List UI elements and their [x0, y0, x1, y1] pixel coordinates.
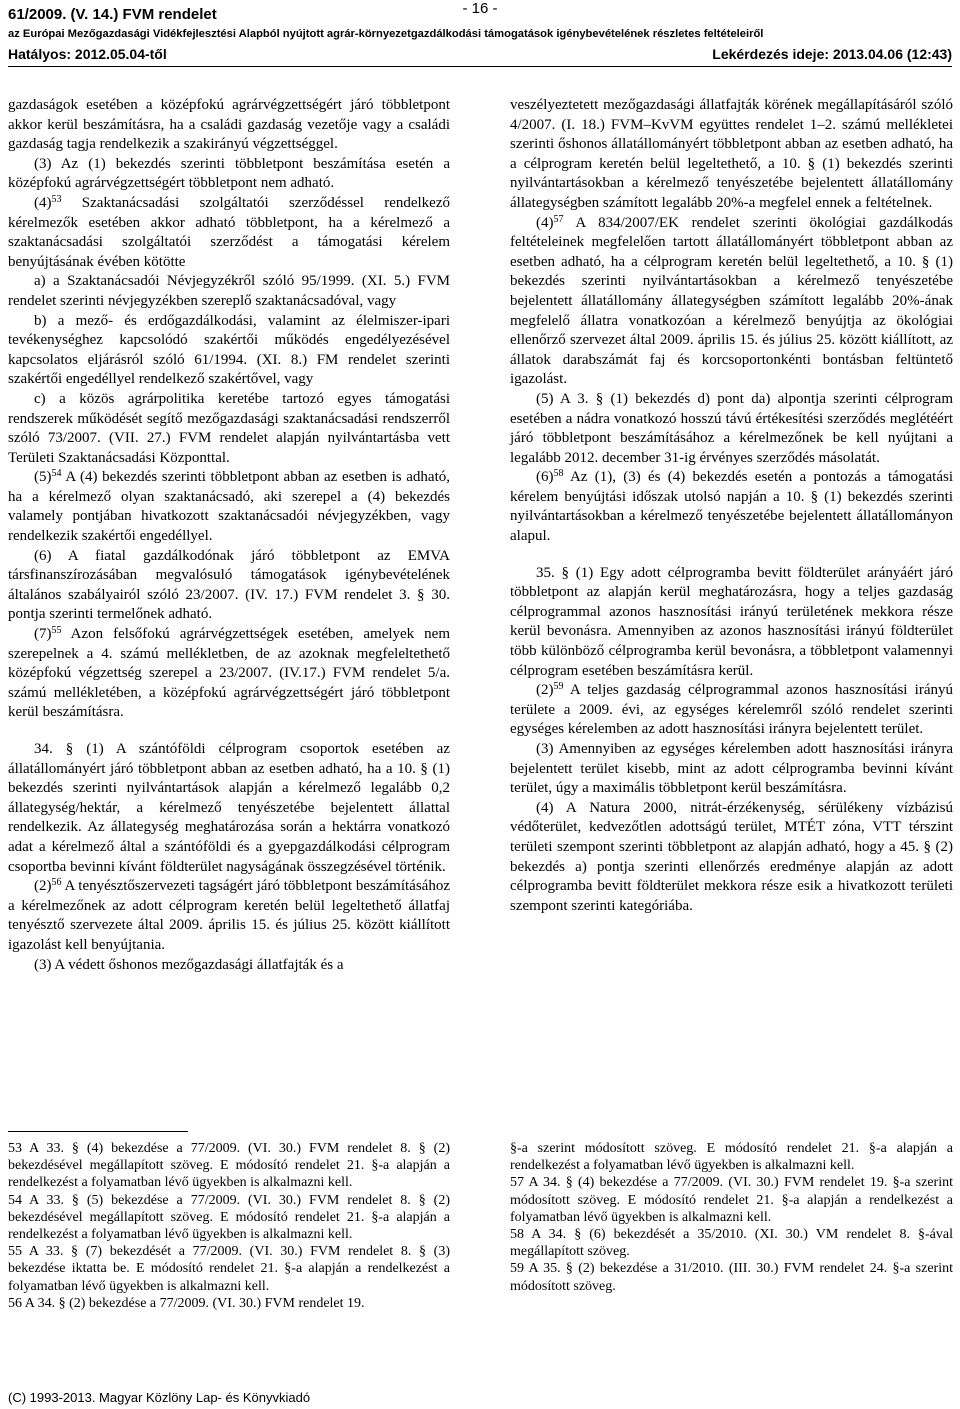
paragraph: $(4)^{53}$ Szaktanácsadási szolgáltatói szerződéssel rendelkező kérelmezők esetében akkor adható többletpont, ha a kérelmező a szaktanácsadási szolgáltatói szerződést a támogatási kérelem benyújtásának évében kötötte [8, 193, 450, 270]
footnote-ref: 54 [51, 468, 62, 480]
paragraph: c) a közös agrárpolitika keretébe tartozó egyes támogatási rendszerek működését segítő mezőgazdasági szaktanácsadási rendszerről szóló 73/2007. (VII. 27.) FVM rendelet alapján nyilvántartásba vett Területi Szaktanácsadási Központtal. [8, 390, 450, 466]
paragraph: (4) A Natura 2000, nitrát-érzékenység, sérülékeny vízbázisú védőterület, kedvezőtlen adottságú terület, MTÉT zóna, VTT térszint területi szempont szerinti többletpont az alapján adható, hogy a 45. § (2) bekezdés a) pontja szerinti ellenőrzés eredménye alapján az adott célprogramba bevitt földterület mekkora része esik a hivatkozott területi szempont szerinti kategóriába. [510, 799, 953, 914]
footnote-ref: 55 [51, 625, 62, 637]
footnote: 59 A 35. § (2) bekezdése a 31/2010. (III. 30.) FVM rendelet 24. §-a szerint módosított szöveg. [510, 1261, 953, 1294]
footnote-ref: 57 [553, 213, 564, 225]
page-number: - 16 - [462, 0, 498, 17]
left-column [8, 96, 450, 975]
right-column [510, 96, 953, 916]
paragraph: veszélyeztetett mezőgazdasági állatfajták körének megállapításáról szóló 4/2007. (I. 18.) FVM–KvVM együttes rendelet 1–2. számú mellékletei szerinti őshonos állatállományért többletpont abban az esetben adható, ha a célprogram keretén belül legeltethető, a 10. § (1) bekezdés szerinti nyilvántartásokban a kérelmező tenyészetébe bejelentett állatállomány állategységben számított legalább 20%-a megfelel ennek a feltételnek. [510, 97, 953, 211]
footnotes-left [8, 1140, 450, 1312]
footnote-ref: 59 [553, 681, 564, 693]
paragraph: $(5)^{54}$ A (4) bekezdés szerinti többletpont abban az esetben is adható, ha a kérelmező olyan szaktanácsadó, aki szerepel a (4) bekezdés valamely pontjában hivatkozott szaktanácsadói névjegyzékben, vagy rendelkezik szakértői engedéllyel. [8, 468, 450, 545]
footnote: 53 A 33. § (4) bekezdése a 77/2009. (VI. 30.) FVM rendelet 8. § (2) bekezdésével megállapított szöveg. E módosító rendelet 21. §-a alapján a rendelkezést a folyamatban lévő ügyekben is alkalmazni kell. [8, 1141, 450, 1191]
paragraph: $(2)^{56}$ A tenyésztőszervezeti tagságért járó többletpont beszámításához a kérelmezőnek az adott célprogram keretén belül legeltethető állatfaj tenyésztő szervezete által 2009. április 15. és július 25. között kiállított igazolást kell benyújtania. [8, 877, 450, 953]
footnote: 57 A 34. § (4) bekezdése a 77/2009. (VI. 30.) FVM rendelet 19. §-a szerint módosított szöveg. E módosító rendelet 21. §-a alapján a rendelkezést a folyamatban lévő ügyekben is alkalmazni kell. [510, 1175, 953, 1225]
paragraph: $(7)^{55}$ Azon felsőfokú agrárvégzettségek esetében, amelyek nem szerepelnek a 4. számú mellékletben, de az azoknak megfeleltethető középfokú végzettség szerepel a 23/2007. (IV.17.) FVM rendelet 5/a. számú mellékletében, a középfokú agrárvégzettségért járó többletpont kerül beszámításra. [8, 625, 450, 721]
paragraph: (6) A fiatal gazdálkodónak járó többletpont az EMVA társfinanszírozásában megvalósuló támogatások igénybevételének általános szabályairól szóló 23/2007. (IV. 17.) FVM rendelet 3. § 30. pontja szerinti termelőnek adható. [8, 547, 450, 623]
footnote-rule [8, 1131, 188, 1132]
paragraph: (3) Az (1) bekezdés szerinti többletpont beszámítása esetén a középfokú agrárvégzettségért többletpont nem adható. [8, 155, 450, 192]
law-title: 61/2009. (V. 14.) FVM rendelet [8, 6, 217, 23]
page-header [8, 0, 952, 70]
footnotes-right [510, 1140, 953, 1295]
law-subtitle: az Európai Mezőgazdasági Vidékfejlesztési Alapból nyújtott agrár-környezetgazdálkodási támogatások igénybevételének részletes feltételeiről [8, 28, 764, 40]
paragraph: (3) Amennyiben az egységes kérelemben adott hasznosítási irányra bejelentett terület kisebb, mint az adott célprogramba bevinni kívánt terület, úgy a maximális többletpont kerül beszámításra. [510, 741, 953, 797]
query-time: Lekérdezés ideje: 2013.04.06 (12:43) [712, 46, 952, 62]
footnote: 56 A 34. § (2) bekezdése a 77/2009. (VI. 30.) FVM rendelet 19. [8, 1295, 365, 1311]
paragraph: a) a Szaktanácsadói Névjegyzékről szóló 95/1999. (XI. 5.) FVM rendelet szerinti névjegyzékben szereplő szaktanácsadóval, vagy [8, 273, 450, 309]
footnote-ref: 56 [51, 877, 62, 889]
paragraph: (3) A védett őshonos mezőgazdasági állatfajták és a [34, 956, 344, 973]
paragraph: $(4)^{57}$ A 834/2007/EK rendelet szerinti ökológiai gazdálkodás feltételeinek megfelelően tartott állatállományért többletpont abban az esetben adható, ha a célprogram keretén belül legeltethető, a 10. § (1) bekezdés szerinti nyilvántartásokban a kérelmező tenyészetébe bejelentett állatállomány állategységben számított legalább 20%-ának megfelelő állatra vonatkozóan a kérelmező benyújtja az ökológiai ellenőrző szervezet által 2009. április 15. és július 25. között kiállított, az állatok darabszámát faj és korcsoportonkénti bontásban feltüntető igazolást. [510, 213, 953, 388]
paragraph: gazdaságok esetében a középfokú agrárvégzettségért járó többletpont akkor kerül beszámításra, ha a családi gazdaság vezetője vagy a családi gazdaság tagja rendelkezik a szakirányú végzettséggel. [8, 97, 450, 153]
footnote: 54 A 33. § (5) bekezdése a 77/2009. (VI. 30.) FVM rendelet 8. § (2) bekezdésével megállapított szöveg. E módosító rendelet 21. §-a alapján a rendelkezést a folyamatban lévő ügyekben is alkalmazni kell. [8, 1192, 450, 1243]
paragraph: $(2)^{59}$ A teljes gazdaság célprogrammal azonos hasznosítási irányú területe a 2009. évi, az egységes kérelemről szóló rendelet szerinti egységes kérelemben az adott hasznosítási irányra bejelentett terület. [510, 681, 953, 738]
footnote-ref: 58 [553, 468, 564, 480]
in-force-date: Hatályos: 2012.05.04-től [8, 46, 167, 62]
paragraph: b) a mező- és erdőgazdálkodási, valamint az élelmiszer-ipari tevékenységhez kapcsolódó szakértői működés engedélyezésével kapcsolatos eljárásról szóló 61/1994. (XI. 8.) FM rendelet szerinti szakértői engedéllyel rendelkező szakértővel, vagy [8, 312, 450, 388]
footnote-ref: 53 [51, 193, 62, 205]
copyright-footer: (C) 1993-2013. Magyar Közlöny Lap- és Könyvkiadó [8, 1390, 311, 1405]
header-rule [8, 66, 952, 67]
footnote: §-a szerint módosított szöveg. E módosító rendelet 21. §-a alapján a rendelkezést a folyamatban lévő ügyekben is alkalmazni kell. [510, 1141, 953, 1174]
footnote: 55 A 33. § (7) bekezdését a 77/2009. (VI. 30.) FVM rendelet 8. § (3) bekezdése iktatta be. E módosító rendelet 21. §-a alapján a rendelkezést a folyamatban lévő ügyekben is alkalmazni kell. [8, 1244, 450, 1294]
footnote: 58 A 34. § (6) bekezdését a 35/2010. (XI. 30.) VM rendelet 8. §-ával megállapított szöveg. [510, 1227, 953, 1260]
paragraph: $(6)^{58}$ Az (1), (3) és (4) bekezdés esetén a pontozás a támogatási kérelem benyújtási időszak utolsó napján a 10. § (1) bekezdés szerinti nyilvántartásokban a kérelmező tenyészetébe bejelentett állatállományon alapul. [510, 468, 953, 545]
paragraph: (5) A 3. § (1) bekezdés d) pont da) alpontja szerinti célprogram esetében a nádra vonatkozó hosszú távú értékesítési szerződés meglétéért járó többletpont beszámításához a kérelmezőnek be kell nyújtani a legalább 2012. december 31-ig érvényes szerződés másolatát. [510, 390, 953, 466]
section-paragraph: 34. § (1) A szántóföldi célprogram csoportok esetében az állatállományért járó többletpont abban az esetben adható, ha a 10. § (1) bekezdés szerinti nyilvántartások alapján a kérelmező legalább 0,2 állategység/hektár, a kérelmező tenyészetébe bejelentett állattal rendelkezik. Az állategység meghatározása során a hektárra vonatkozó adat a kérelmező által a szántóföldi és a gyepgazdálkodási célprogram csoportba bevinni kívánt földterület nagyságának összegzésével történik. [8, 741, 450, 875]
section-paragraph: 35. § (1) Egy adott célprogramba bevitt földterület arányáért járó többletpont az alapján kerül meghatározásra, hogy a teljes gazdaság célprogrammal azonos hasznosítási irányú területének mekkora része kerül bevonásra. Amennyiben az azonos hasznosítási irányú földterület több különböző célprogramba kerül bevonásra, a többletpont valamennyi célprogram esetében beszámításra kerül. [510, 564, 953, 679]
